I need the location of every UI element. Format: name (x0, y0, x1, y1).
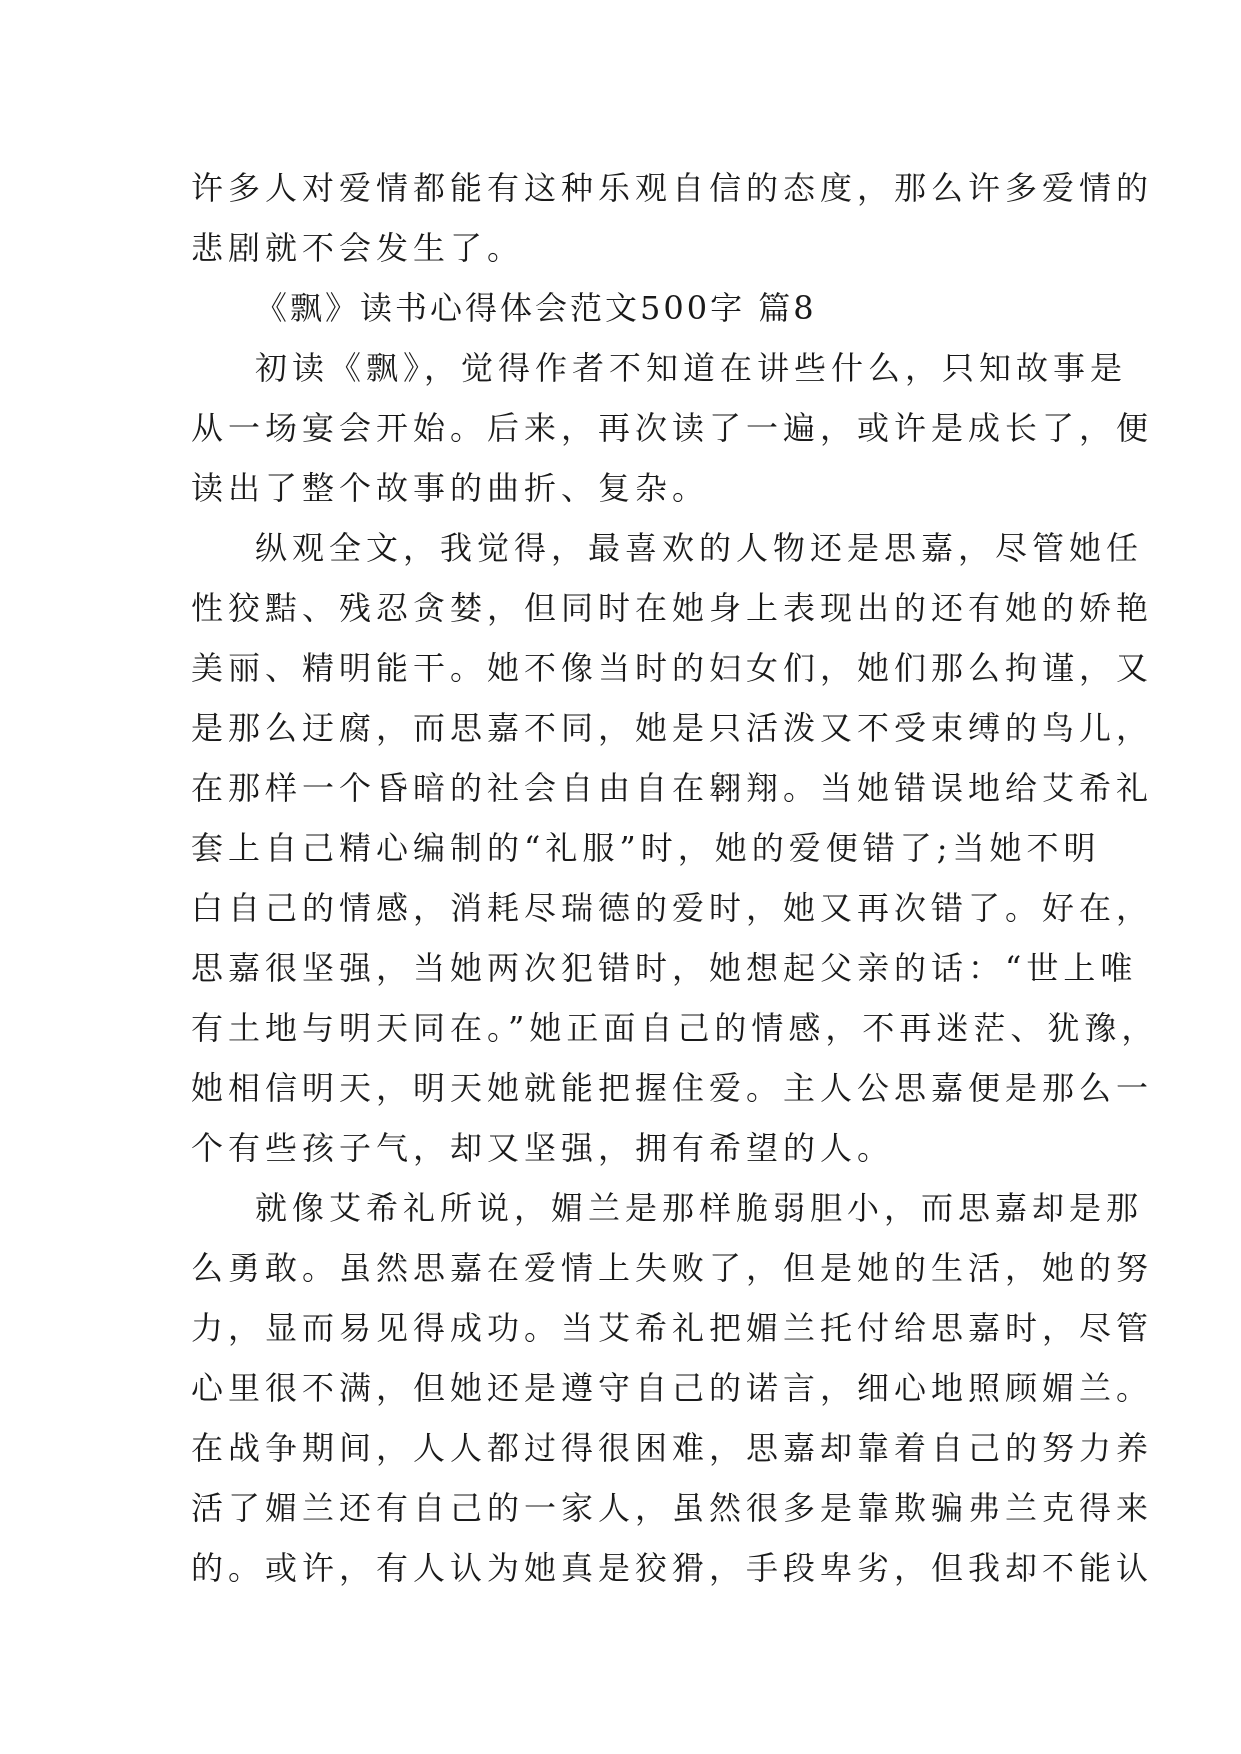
text-line: 美丽、精明能干。她不像当时的妇女们，她们那么拘谨，又 (191, 649, 1154, 687)
text-line: 心里很不满，但她还是遵守自己的诺言，细心地照顾媚兰。 (191, 1369, 1154, 1407)
paragraph-first-line: 纵观全文，我觉得，最喜欢的人物还是思嘉，尽管她任 (255, 529, 1144, 567)
section-heading: 《飘》读书心得体会范文500字 篇8 (255, 289, 817, 327)
text-line: 思嘉很坚强，当她两次犯错时，她想起父亲的话：“世上唯 (191, 949, 1138, 987)
text-line: 性狡黠、残忍贪婪，但同时在她身上表现出的还有她的娇艳 (191, 589, 1154, 627)
paragraph-first-line: 就像艾希礼所说，媚兰是那样脆弱胆小，而思嘉却是那 (255, 1189, 1144, 1227)
text-line: 读出了整个故事的曲折、复杂。 (191, 469, 710, 507)
text-line: 许多人对爱情都能有这种乐观自信的态度，那么许多爱情的 (191, 169, 1154, 207)
text-line: 套上自己精心编制的“礼服”时，她的爱便错了;当她不明 (191, 829, 1101, 867)
text-line: 在那样一个昏暗的社会自由自在翱翔。当她错误地给艾希礼 (191, 769, 1154, 807)
text-line: 的。或许，有人认为她真是狡猾，手段卑劣，但我却不能认 (191, 1549, 1154, 1587)
text-line: 白自己的情感，消耗尽瑞德的爱时，她又再次错了。好在， (191, 889, 1154, 927)
text-line: 力，显而易见得成功。当艾希礼把媚兰托付给思嘉时，尽管 (191, 1309, 1154, 1347)
text-line: 个有些孩子气，却又坚强，拥有希望的人。 (191, 1129, 895, 1167)
text-line: 么勇敢。虽然思嘉在爱情上失败了，但是她的生活，她的努 (191, 1249, 1154, 1287)
text-line: 她相信明天，明天她就能把握住爱。主人公思嘉便是那么一 (191, 1069, 1154, 1107)
paragraph-first-line: 初读《飘》，觉得作者不知道在讲些什么，只知故事是 (255, 349, 1128, 387)
text-line: 在战争期间，人人都过得很困难，思嘉却靠着自己的努力养 (191, 1429, 1154, 1467)
text-line: 是那么迂腐，而思嘉不同，她是只活泼又不受束缚的鸟儿， (191, 709, 1154, 747)
text-line: 从一场宴会开始。后来，再次读了一遍，或许是成长了，便 (191, 409, 1154, 447)
text-line: 有土地与明天同在。”她正面自己的情感，不再迷茫、犹豫， (191, 1009, 1159, 1047)
text-line: 活了媚兰还有自己的一家人，虽然很多是靠欺骗弗兰克得来 (191, 1489, 1154, 1527)
text-line: 悲剧就不会发生了。 (191, 229, 525, 267)
document-body (191, 158, 1159, 1598)
